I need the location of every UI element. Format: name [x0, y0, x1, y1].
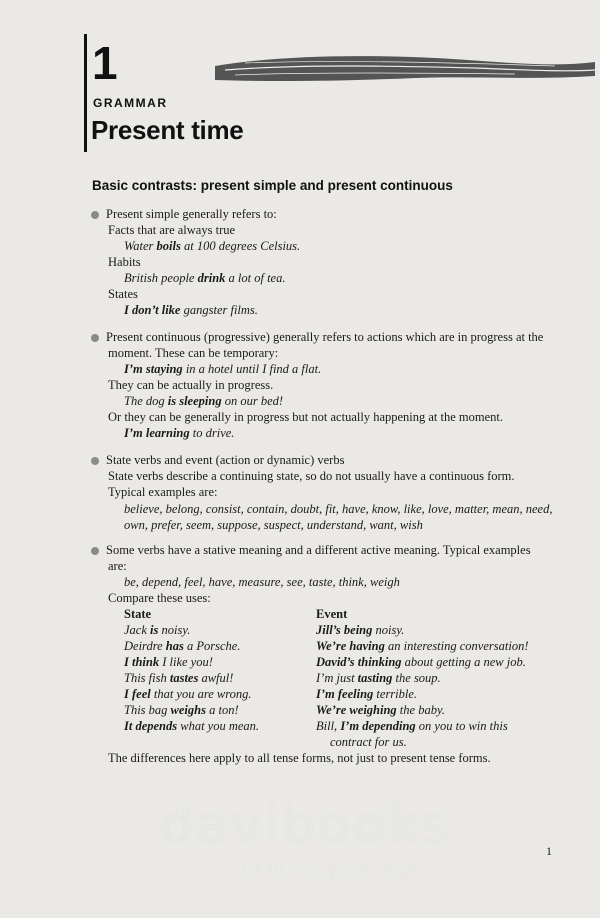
state-column-header: State [124, 607, 152, 621]
paragraph-line: Some verbs have a stative meaning and a different active meaning. Typical examples [106, 543, 531, 557]
bullet-icon [91, 211, 99, 219]
example-list-line: own, prefer, seem, suppose, suspect, understand, want, wish [124, 518, 423, 532]
paragraph-line: Compare these uses: [108, 591, 211, 605]
event-example: David’s thinking about getting a new job. [316, 655, 526, 669]
example-list-line: be, depend, feel, have, measure, see, taste, think, weigh [124, 575, 400, 589]
paragraph-line: are: [108, 559, 127, 573]
event-example: Jill’s being noisy. [316, 623, 405, 637]
category-line: Facts that are always true [108, 223, 236, 237]
state-example: Jack is noisy. [124, 623, 191, 637]
state-example: Deirdre has a Porsche. [124, 639, 241, 653]
bullet-icon [91, 457, 99, 465]
bullet-intro: Present simple generally refers to: [106, 207, 277, 221]
watermark-brand: davibooks [160, 796, 451, 856]
page-number: 1 [546, 844, 552, 858]
bullet-icon [91, 334, 99, 342]
paragraph-line: Typical examples are: [108, 485, 218, 499]
example-line: Water boils at 100 degrees Celsius. [124, 239, 301, 253]
example-line: British people drink a lot of tea. [124, 271, 286, 285]
category-label: GRAMMAR [93, 96, 168, 110]
paragraph-line: State verbs describe a continuing state, so do not usually have a continuous form. [108, 469, 515, 483]
event-example: I’m just tasting the soup. [316, 671, 441, 685]
state-example: This bag weighs a ton! [124, 703, 239, 717]
section-heading: Basic contrasts: present simple and present continuous [92, 178, 453, 193]
category-line: Habits [108, 255, 141, 269]
watermark-tagline: Khát vọng tri thức [236, 858, 421, 882]
paragraph-line: moment. These can be temporary: [108, 346, 279, 360]
event-example-continued: contract for us. [330, 735, 407, 749]
bullet-icon [91, 547, 99, 555]
event-column-header: Event [316, 607, 348, 621]
closing-note: The differences here apply to all tense forms, not just to present tense forms. [108, 751, 491, 765]
paragraph-line: They can be actually in progress. [108, 378, 274, 392]
page-title: Present time [91, 115, 244, 145]
state-example: I feel that you are wrong. [124, 687, 252, 701]
event-example: We’re having an interesting conversation! [316, 639, 529, 653]
chapter-number: 1 [92, 37, 118, 89]
event-example: Bill, I’m depending on you to win this [316, 719, 508, 733]
paragraph-line: Or they can be generally in progress but not actually happening at the moment. [108, 410, 504, 424]
example-line: The dog is sleeping on our bed! [124, 394, 284, 408]
example-line: I don’t like gangster films. [124, 303, 258, 317]
state-example: It depends what you mean. [124, 719, 260, 733]
state-example: I think I like you! [124, 655, 213, 669]
brush-stroke-decoration [215, 46, 595, 96]
example-list-line: believe, belong, consist, contain, doubt, fit, have, know, like, love, matter, mean, need, [124, 502, 553, 516]
example-line: I’m staying in a hotel until I find a flat. [124, 362, 322, 376]
paragraph-line: State verbs and event (action or dynamic) verbs [106, 453, 345, 467]
event-example: We’re weighing the baby. [316, 703, 445, 717]
paragraph-line: Present continuous (progressive) generally refers to actions which are in progress at the [106, 330, 544, 344]
state-example: This fish tastes awful! [124, 671, 234, 685]
chapter-rule [84, 34, 87, 152]
event-example: I’m feeling terrible. [316, 687, 418, 701]
category-line: States [108, 287, 138, 301]
example-line: I’m learning to drive. [124, 426, 235, 440]
